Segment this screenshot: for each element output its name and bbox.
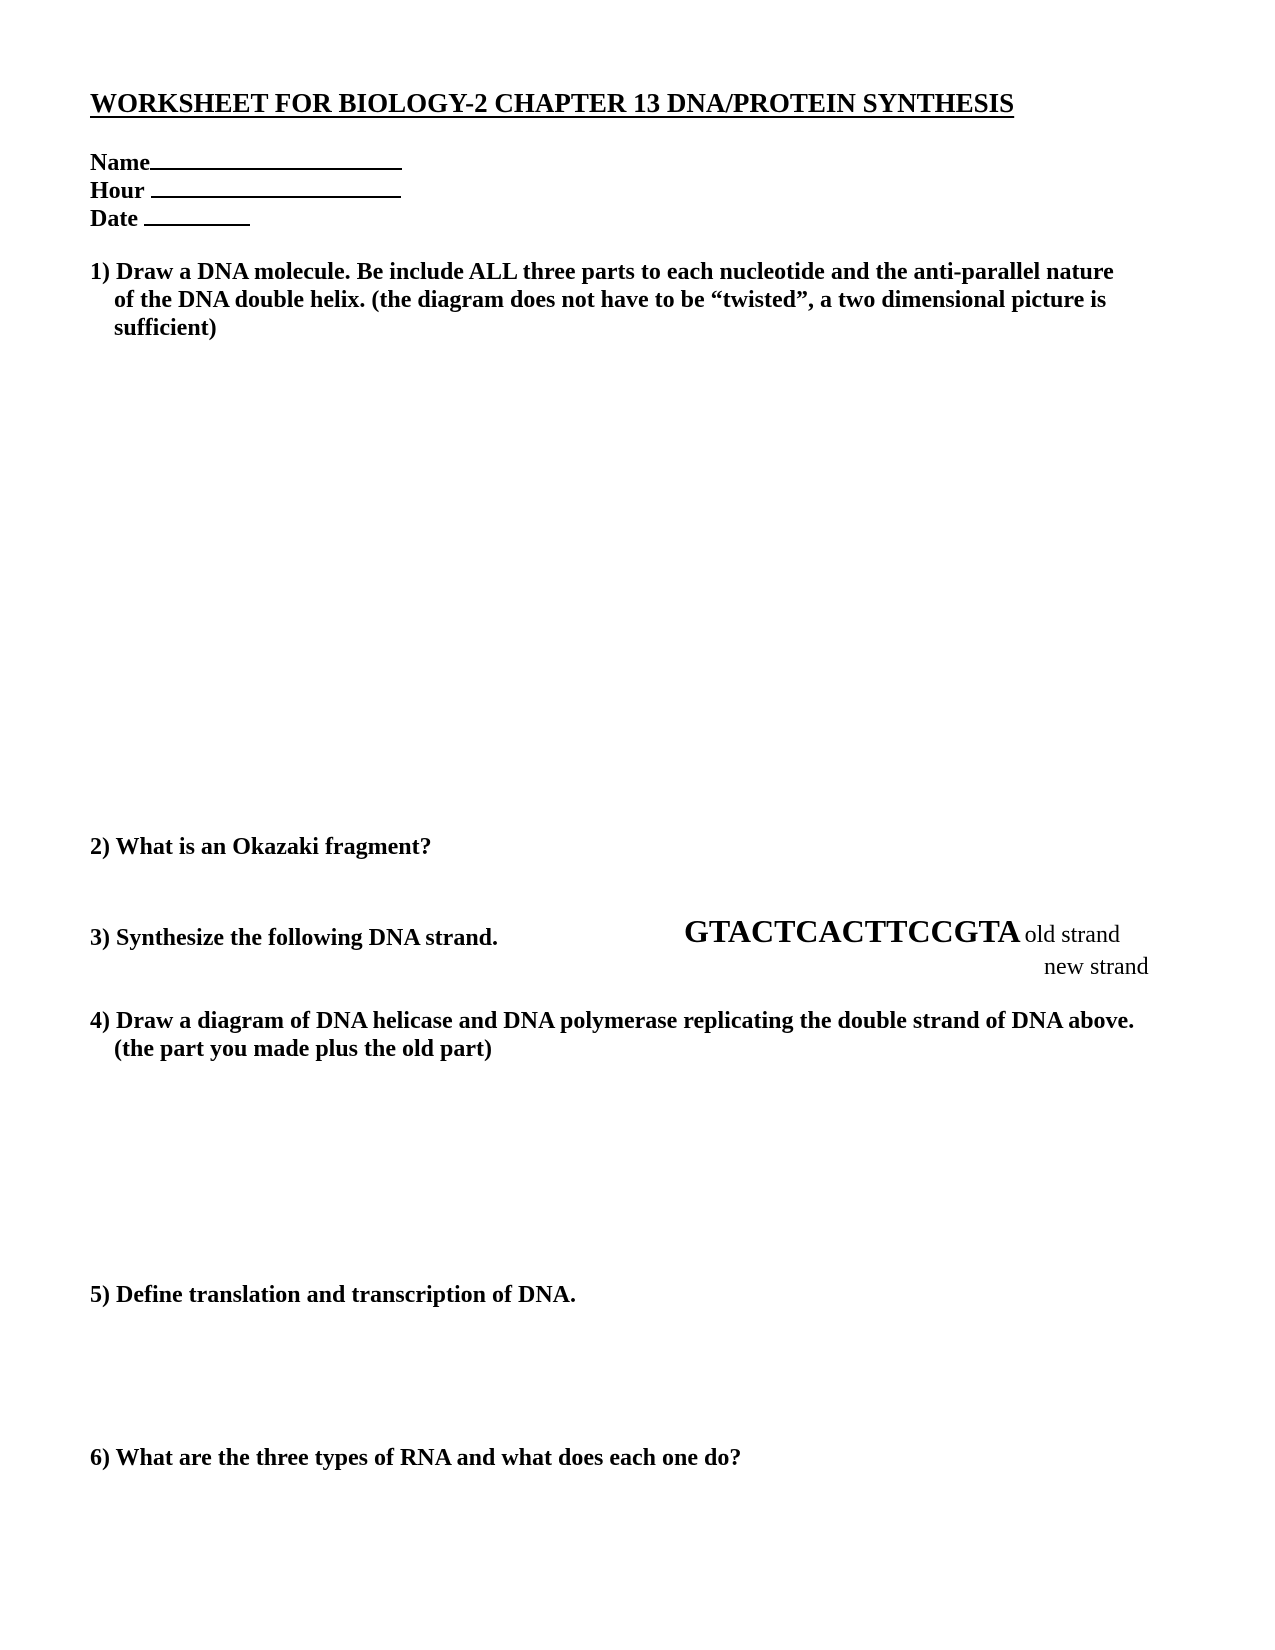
question-1-line-2: of the DNA double helix. (the diagram does not have to be “twisted”, a two dimensional picture is — [114, 287, 1107, 313]
name-blank[interactable] — [150, 148, 402, 170]
date-blank[interactable] — [144, 204, 250, 226]
new-strand-label: new strand — [1044, 954, 1149, 980]
question-4-line-2: (the part you made plus the old part) — [114, 1036, 493, 1062]
question-5: 5) Define translation and transcription of DNA. — [90, 1282, 576, 1308]
name-field — [90, 148, 402, 177]
dna-strand-row — [684, 913, 1120, 950]
question-3: 3) Synthesize the following DNA strand. — [90, 925, 499, 951]
hour-field — [90, 176, 401, 205]
question-4-line-1: 4) Draw a diagram of DNA helicase and DNA polymerase replicating the double strand of DNA above. — [90, 1008, 1135, 1034]
question-6: 6) What are the three types of RNA and what does each one do? — [90, 1445, 742, 1471]
hour-blank[interactable] — [151, 176, 401, 198]
question-1-line-3: sufficient) — [114, 315, 217, 341]
name-label: Name — [90, 150, 150, 176]
date-field — [90, 204, 250, 233]
old-strand-label: old strand — [1024, 922, 1120, 948]
worksheet-title: WORKSHEET FOR BIOLOGY-2 CHAPTER 13 DNA/PROTEIN SYNTHESIS — [90, 88, 1015, 118]
question-2: 2) What is an Okazaki fragment? — [90, 834, 432, 860]
hour-label: Hour — [90, 178, 145, 204]
dna-sequence: GTACTCACTTCCGTA — [684, 913, 1021, 949]
date-label: Date — [90, 206, 138, 232]
question-1-line-1: 1) Draw a DNA molecule. Be include ALL three parts to each nucleotide and the anti-parallel nature — [90, 259, 1114, 285]
